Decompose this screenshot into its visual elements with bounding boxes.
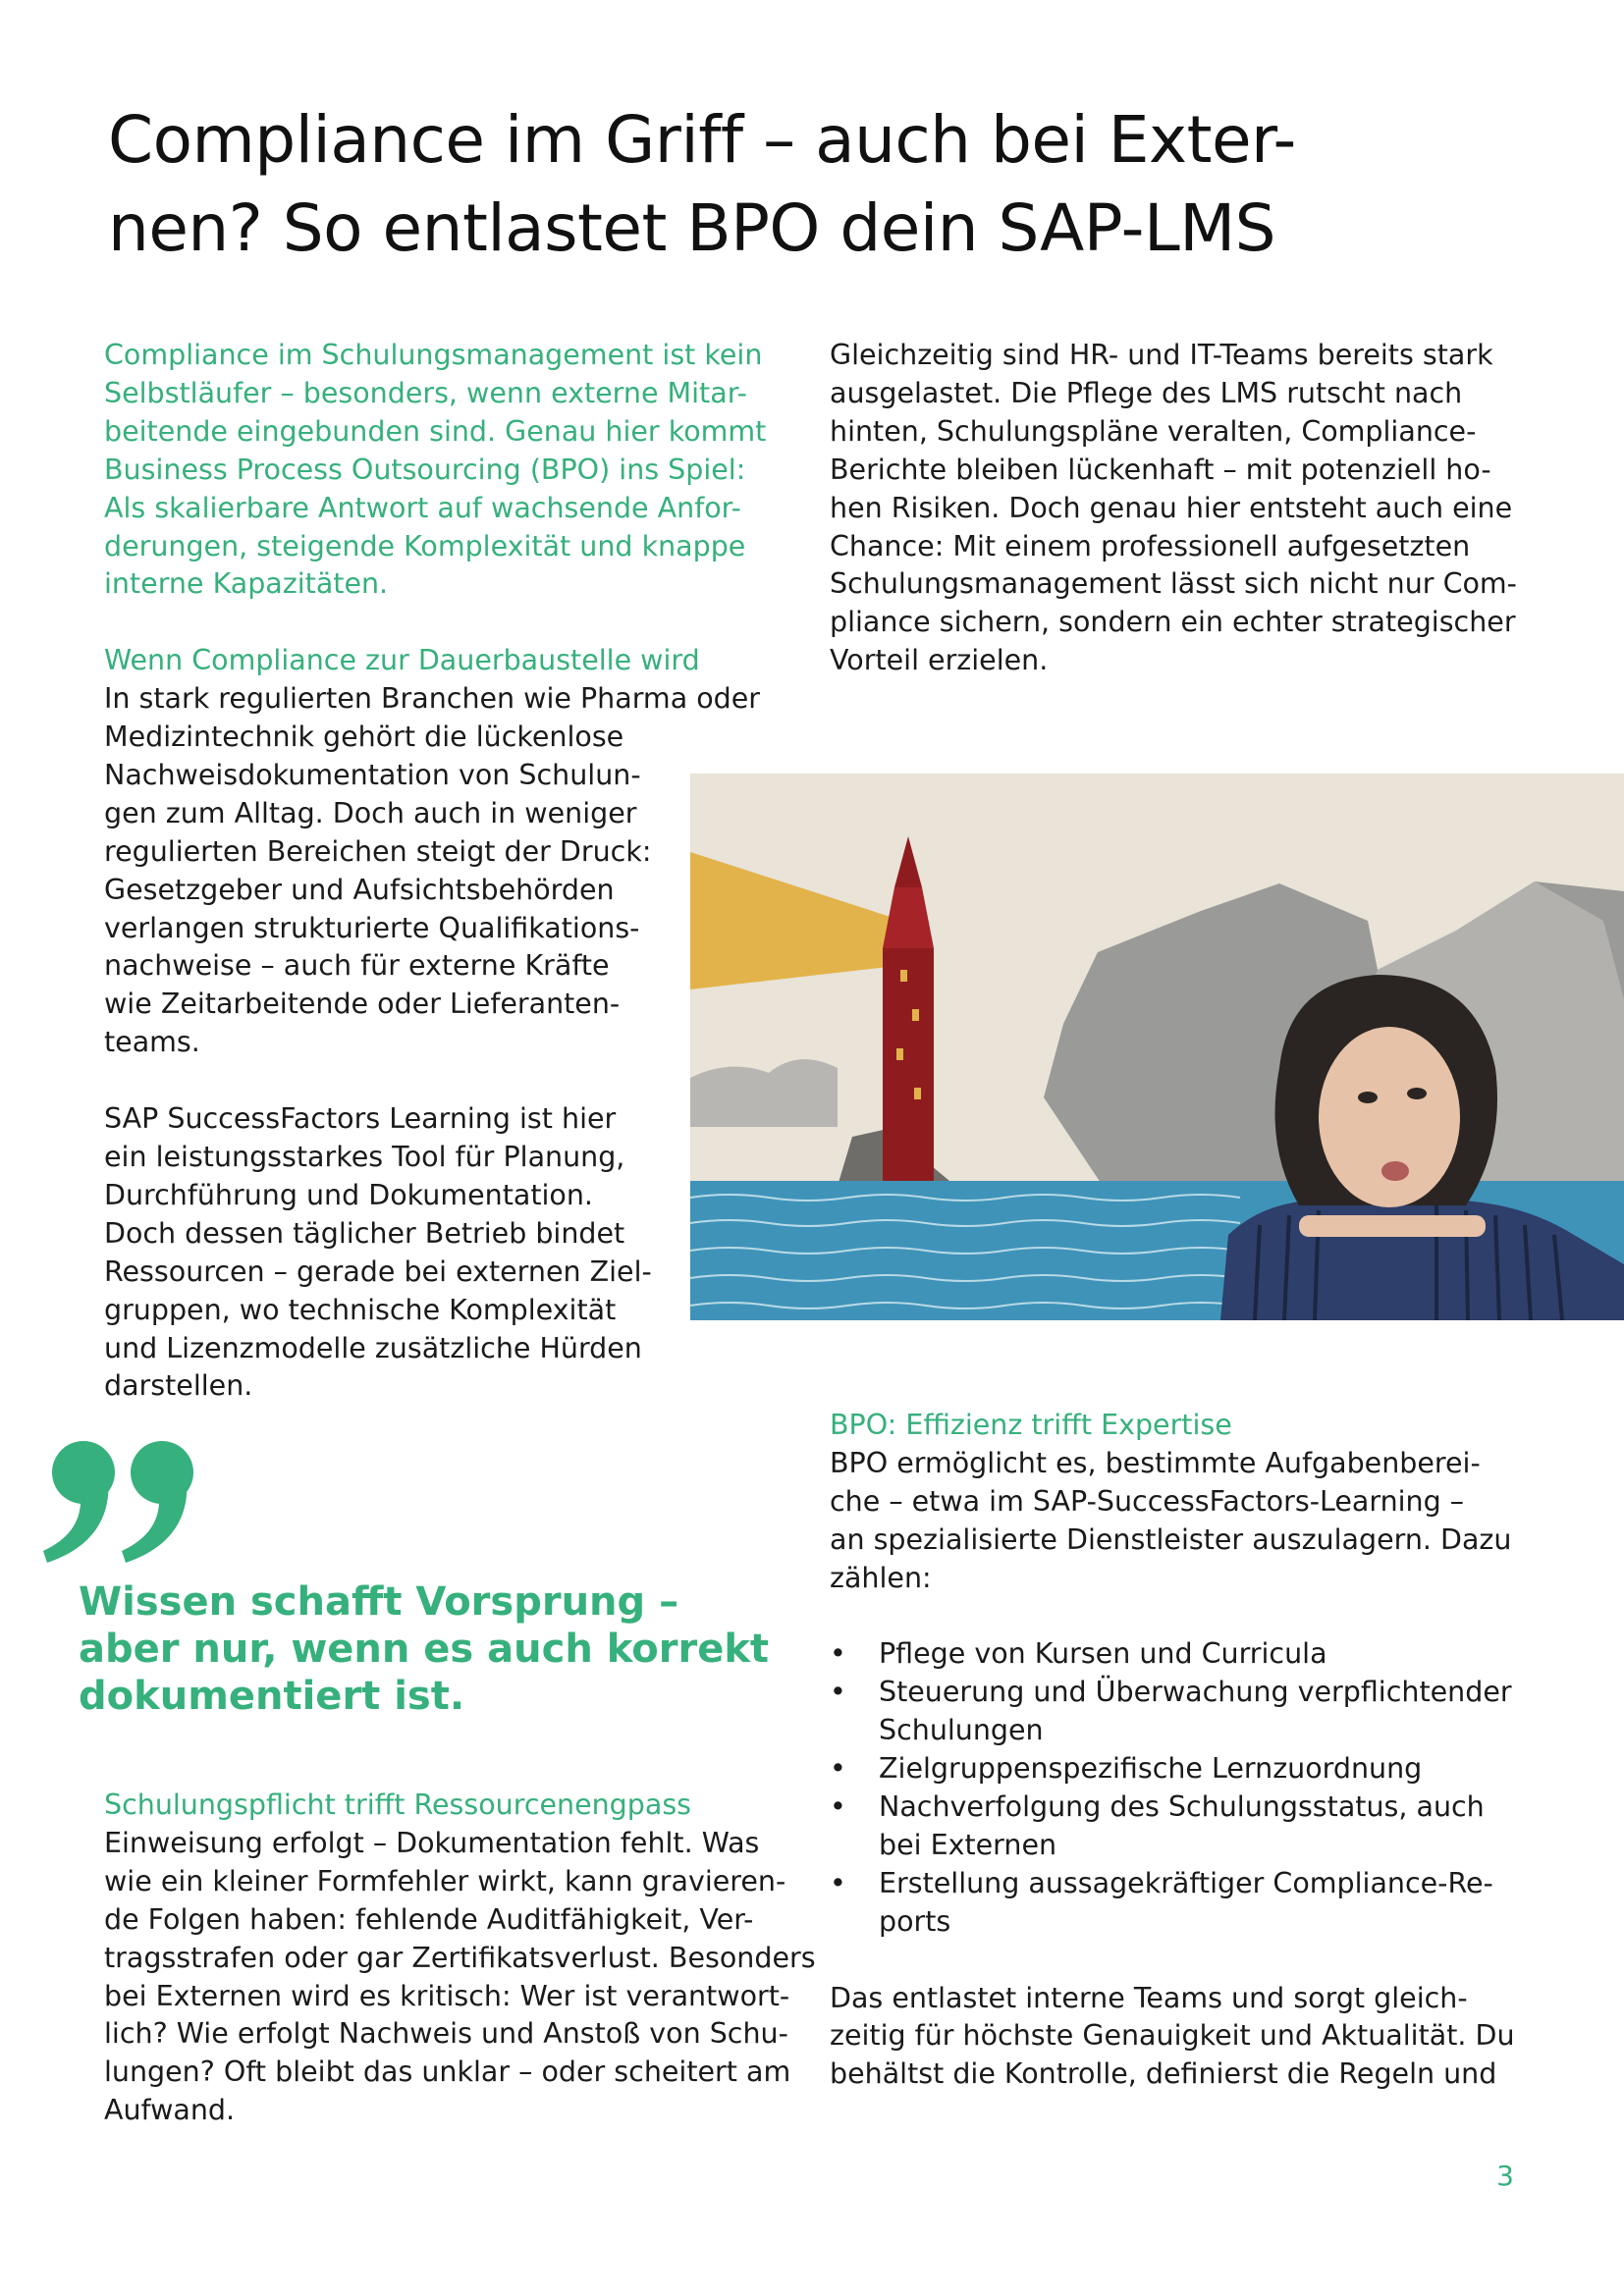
text-line: an spezialisierte Dienstleister auszulagern. Dazu	[830, 1522, 1512, 1556]
woman-hands	[1299, 1215, 1486, 1237]
right-column-top	[830, 337, 1537, 680]
text-line: hen Risiken. Doch genau hier entsteht auch eine	[830, 491, 1513, 524]
text-line: che – etwa im SAP-SuccessFactors-Learning –	[830, 1484, 1465, 1518]
text-line: nachweise – auch für externe Kräfte	[104, 949, 610, 983]
text-line: gruppen, wo technische Komplexität	[104, 1293, 617, 1326]
text-line: In stark regulierten Branchen wie Pharma oder	[104, 682, 760, 716]
section3-paragraph2	[830, 1980, 1537, 2095]
list-item	[830, 1789, 1537, 1865]
text-line: derungen, steigende Komplexität und knappe	[104, 529, 746, 562]
section-heading-bpo: BPO: Effizienz trifft Expertise	[830, 1409, 1232, 1441]
text-line: wie ein kleiner Formfehler wirkt, kann gravieren-	[104, 1864, 786, 1897]
text-line: de Folgen haben: fehlende Auditfähigkeit, Ver-	[104, 1902, 754, 1936]
section3-paragraph1	[830, 1445, 1537, 1598]
page-title	[108, 96, 1502, 273]
woman-eye	[1407, 1088, 1427, 1099]
text-line: Ressourcen – gerade bei externen Ziel-	[104, 1255, 652, 1288]
text-line: lich? Wie erfolgt Nachweis und Anstoß von Schu-	[104, 2017, 788, 2051]
text-line: Berichte bleiben lückenhaft – mit potenziell ho-	[830, 453, 1491, 486]
text-line: bei Externen wird es kritisch: Wer ist verantwort-	[104, 1979, 790, 2012]
page-number: 3	[1496, 2160, 1514, 2192]
left-column-top	[104, 337, 791, 1406]
list-item	[830, 1750, 1537, 1789]
text-line: und Lizenzmodelle zusätzliche Hürden	[104, 1331, 642, 1364]
text-line: ausgelastet. Die Pflege des LMS rutscht nach	[830, 376, 1463, 409]
title-line: nen? So entlastet BPO dein SAP-LMS	[108, 190, 1276, 266]
text-line: Nachweisdokumentation von Schulun-	[104, 758, 641, 791]
section-heading-ressourcenengpass: Schulungspflicht trifft Ressourcenengpass	[104, 1789, 692, 1821]
text-line: ports	[879, 1904, 951, 1938]
lighthouse-tower	[883, 948, 934, 1188]
woman-eye	[1358, 1092, 1378, 1103]
text-line: beitende eingebunden sind. Genau hier kommt	[104, 414, 767, 448]
section1-paragraph2	[104, 1100, 791, 1406]
title-line: Compliance im Griff – auch bei Exter-	[108, 102, 1296, 178]
text-line: Gleichzeitig sind HR- und IT-Teams bereits stark	[830, 339, 1493, 371]
text-line: Schulungen	[879, 1714, 1044, 1747]
text-line: zeitig für höchste Genauigkeit und Aktualität. Du	[830, 2019, 1515, 2053]
text-line: Selbstläufer – besonders, wenn externe Mitar-	[104, 376, 747, 409]
section2-paragraph	[104, 1825, 816, 2130]
list-item	[830, 1865, 1537, 1942]
woman-mouth	[1381, 1161, 1409, 1181]
text-line: • Steuerung und Überwachung verpflichtender	[879, 1676, 1512, 1709]
task-list	[830, 1635, 1537, 1941]
text-line: regulierten Bereichen steigt der Druck:	[104, 834, 652, 868]
text-line: interne Kapazitäten.	[104, 567, 389, 601]
text-line: Als skalierbare Antwort auf wachsende Anfor-	[104, 491, 741, 524]
text-line: Business Process Outsourcing (BPO) ins Spiel:	[104, 453, 746, 486]
quote-line: Wissen schafft Vorsprung –	[79, 1579, 679, 1625]
pull-quote	[79, 1578, 769, 1720]
text-line: Gesetzgeber und Aufsichtsbehörden	[104, 873, 615, 906]
text-line: Compliance im Schulungsmanagement ist kein	[104, 339, 763, 371]
lighthouse-window	[896, 1048, 903, 1060]
text-line: • Nachverfolgung des Schulungsstatus, auch	[879, 1790, 1485, 1824]
text-line: bei Externen	[879, 1828, 1057, 1861]
intro-paragraph	[104, 337, 791, 604]
text-line: Durchführung und Dokumentation.	[104, 1178, 593, 1211]
text-line: Doch dessen täglicher Betrieb bindet	[104, 1216, 625, 1250]
text-line: BPO ermöglicht es, bestimmte Aufgabenberei-	[830, 1446, 1481, 1479]
list-item	[830, 1635, 1537, 1674]
text-line: • Pflege von Kursen und Curricula	[879, 1637, 1327, 1671]
quote-line: aber nur, wenn es auch korrekt	[79, 1627, 770, 1672]
text-line: zählen:	[830, 1561, 932, 1594]
text-line: Vorteil erzielen.	[830, 644, 1049, 677]
text-line: behältst die Kontrolle, definierst die Regeln und	[830, 2057, 1497, 2091]
lighthouse-window	[900, 970, 907, 982]
text-line: • Zielgruppenspezifische Lernzuordnung	[879, 1752, 1423, 1786]
text-line: pliance sichern, sondern ein echter strategischer	[830, 606, 1516, 639]
text-line: tragsstrafen oder gar Zertifikatsverlust. Besonders	[104, 1941, 816, 1974]
text-line: Schulungsmanagement lässt sich nicht nur Com-	[830, 567, 1517, 601]
list-item	[830, 1674, 1537, 1750]
left-column-bottom	[104, 1787, 816, 2130]
text-line: Aufwand.	[104, 2094, 236, 2127]
text-line: Einweisung erfolgt – Dokumentation fehlt. Was	[104, 1826, 760, 1859]
text-line: Chance: Mit einem professionell aufgesetzten	[830, 529, 1471, 562]
quote-marks-icon	[39, 1433, 206, 1571]
lighthouse-window	[912, 1009, 919, 1021]
text-line: lungen? Oft bleibt das unklar – oder scheitert am	[104, 2056, 791, 2089]
text-line: hinten, Schulungspläne veralten, Compliance-	[830, 414, 1477, 448]
quote-line: dokumentiert ist.	[79, 1674, 465, 1719]
text-line: • Erstellung aussagekräftiger Compliance-Re-	[879, 1866, 1493, 1899]
text-line: Das entlastet interne Teams und sorgt gleich-	[830, 1981, 1468, 2014]
text-line: verlangen strukturierte Qualifikations-	[104, 911, 640, 944]
text-line: ein leistungsstarkes Tool für Planung,	[104, 1141, 625, 1173]
section1-paragraph1	[104, 680, 791, 1062]
text-line: Medizintechnik gehört die lückenlose	[104, 721, 624, 754]
text-line: teams.	[104, 1026, 200, 1059]
text-line: gen zum Alltag. Doch auch in weniger	[104, 796, 637, 829]
lighthouse-illustration	[690, 774, 1624, 1320]
text-line: wie Zeitarbeitende oder Lieferanten-	[104, 988, 621, 1021]
lighthouse-window	[914, 1088, 921, 1099]
right-column-bottom	[830, 1407, 1537, 2094]
text-line: SAP SuccessFactors Learning ist hier	[104, 1102, 617, 1136]
text-line: darstellen.	[104, 1369, 253, 1403]
section-heading-dauerbaustelle: Wenn Compliance zur Dauerbaustelle wird	[104, 644, 700, 677]
woman-face	[1319, 1027, 1460, 1207]
